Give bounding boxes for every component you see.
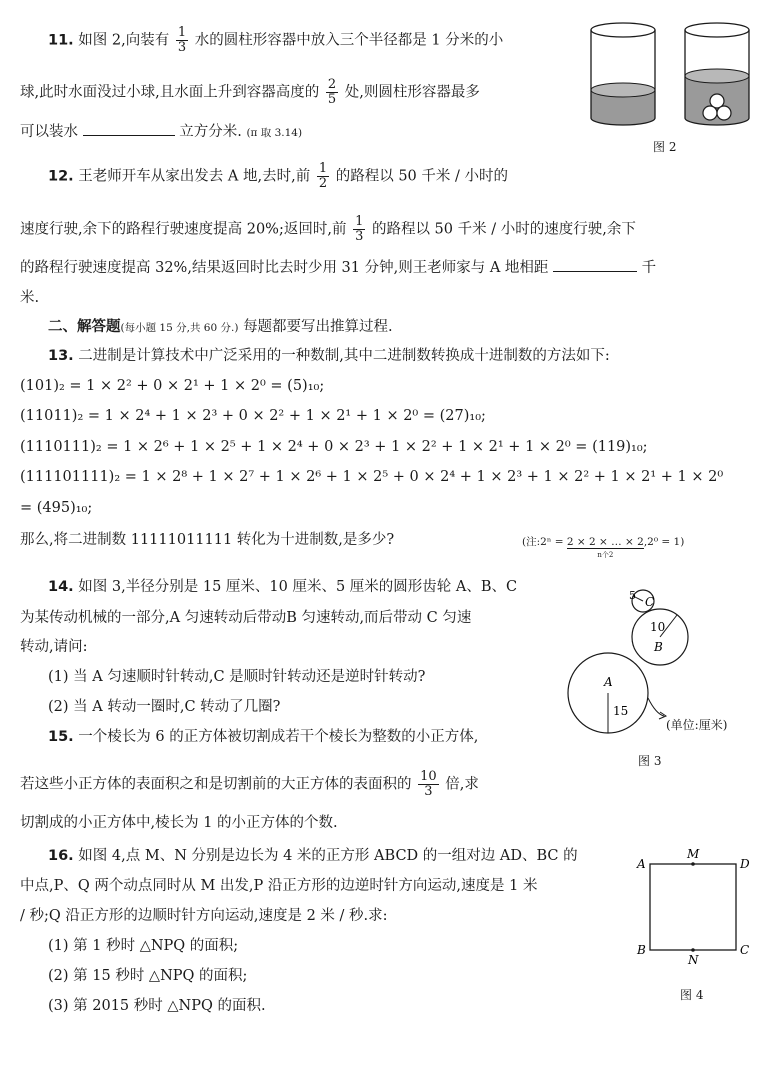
q13-equation-4b: = (495)₁₀;	[20, 500, 93, 516]
q11-fraction-1: $\frac{1}{3}$	[177, 25, 187, 55]
q13-note-product: 2 × 2 × … × 2 n个2	[567, 532, 644, 552]
q11-text-2a: 球,此时水面没过小球,且水面上升到容器高度的	[20, 84, 320, 101]
section-2-note: (每小题 15 分,共 60 分.)	[120, 322, 239, 334]
gear-a-radius: 15	[613, 704, 629, 718]
q12-answer-blank[interactable]	[553, 257, 637, 272]
label-a: A	[637, 857, 646, 871]
q11-pi-note: (π 取 3.14)	[246, 127, 303, 139]
q16-line-2: 中点,P、Q 两个动点同时从 M 出发,P 沿正方形的边逆时针方向运动,速度是 1 米	[20, 878, 538, 894]
cylinder-left	[591, 23, 655, 125]
q12-fraction-2: $\frac{1}{3}$	[355, 214, 364, 244]
q15-text-2b: 倍,求	[445, 776, 479, 793]
section-2-desc: 每题都要写出推算过程.	[243, 319, 393, 335]
label-c: C	[740, 943, 750, 957]
q15-text-2a: 若这些小正方体的表面积之和是切割前的大正方体的表面积的	[20, 776, 412, 793]
figure-3-gears	[560, 582, 760, 742]
point-n	[691, 948, 695, 952]
q13-equation-1: (101)₂ = 1 × 2² + 0 × 2¹ + 1 × 2⁰ = (5)₁₀;	[20, 378, 325, 394]
q11-text-1a: 如图 2,向装有	[78, 32, 170, 49]
q16-part-1: (1) 第 1 秒时 △NPQ 的面积;	[48, 938, 239, 954]
gear-c-label: C	[645, 595, 655, 609]
q13-equation-3: (1110111)₂ = 1 × 2⁶ + 1 × 2⁵ + 1 × 2⁴ + 0 × 2³ + 1 × 2² + 1 × 2¹ + 1 × 2⁰ = (119)₁₀;	[20, 439, 648, 455]
q13-note	[522, 532, 685, 559]
label-n: N	[688, 953, 699, 967]
gear-b	[632, 609, 688, 665]
gear-b-label: B	[654, 640, 663, 654]
q13-number: 13.	[48, 348, 74, 364]
label-b: B	[637, 943, 646, 957]
q13-note-a: (注:2ⁿ =	[522, 536, 564, 548]
q11-text-1b: 水的圆柱形容器中放入三个半径都是 1 分米的小	[194, 32, 504, 49]
q15-text-1: 一个棱长为 6 的正方体被切割成若干个棱长为整数的小正方体,	[78, 729, 479, 745]
figure-2-caption: 图 2	[653, 140, 677, 154]
q16-text-1: 如图 4,点 M、N 分别是边长为 4 米的正方形 ABCD 的一组对边 AD、BC 的	[78, 848, 578, 864]
label-d: D	[740, 857, 750, 871]
q13-question: 那么,将二进制数 11111011111 转化为十进制数,是多少?	[20, 532, 395, 548]
q12-text-3b: 千	[641, 260, 657, 276]
q13-intro-line	[48, 346, 610, 366]
q16-part-2: (2) 第 15 秒时 △NPQ 的面积;	[48, 968, 248, 984]
figure-3-unit: (单位:厘米)	[666, 718, 728, 732]
q13-note-brace-label: n个2	[597, 551, 614, 559]
section-2-heading	[48, 317, 393, 338]
q12-text-2b: 的路程以 50 千米 / 小时的速度行驶,余下	[371, 221, 636, 238]
q14-part-1: (1) 当 A 匀速顺时针转动,C 是顺时针转动还是逆时针转动?	[48, 669, 426, 685]
q14-line-2: 为某传动机械的一部分,A 匀速转动后带动B 匀速转动,而后带动 C 匀速	[20, 610, 472, 626]
q11-text-2b: 处,则圆柱形容器最多	[344, 84, 480, 101]
q11-number: 11.	[48, 32, 74, 49]
q12-fraction-1: $\frac{1}{2}$	[318, 161, 328, 191]
q13-intro: 二进制是计算技术中广泛采用的一种数制,其中二进制数转换成十进制数的方法如下:	[78, 348, 610, 364]
q14-part-2: (2) 当 A 转动一圈时,C 转动了几圈?	[48, 699, 281, 715]
q15-line-3: 切割成的小正方体中,棱长为 1 的小正方体的个数.	[20, 815, 338, 831]
q12-number: 12.	[48, 168, 74, 185]
figure-2-cylinders	[583, 18, 763, 133]
q16-line-3: / 秒;Q 沿正方形的边顺时针方向运动,速度是 2 米 / 秒.求:	[20, 908, 388, 924]
q11-line-3	[20, 121, 302, 143]
q16-line-1	[48, 846, 578, 866]
cylinder-right	[685, 23, 749, 125]
q11-fraction-2: $\frac{2}{5}$	[327, 77, 337, 107]
gear-b-radius: 10	[650, 620, 666, 634]
q14-number: 14.	[48, 579, 74, 595]
q12-text-1a: 王老师开车从家出发去 A 地,去时,前	[78, 168, 311, 185]
figure-4-square	[632, 846, 756, 970]
section-2-title: 二、解答题	[48, 319, 121, 335]
q16-number: 16.	[48, 848, 74, 864]
q12-text-1b: 的路程以 50 千米 / 小时的	[335, 168, 508, 185]
q14-line-3: 转动,请问:	[20, 639, 88, 655]
q15-number: 15.	[48, 729, 74, 745]
label-m: M	[687, 847, 700, 861]
q13-equation-4: (111101111)₂ = 1 × 2⁸ + 1 × 2⁷ + 1 × 2⁶ + 1 × 2⁵ + 0 × 2⁴ + 1 × 2³ + 1 × 2² + 1 × 2¹ + 1 × 2⁰	[20, 469, 724, 485]
q11-text-3b: 立方分米.	[179, 124, 242, 140]
q12-line-4: 米.	[20, 290, 40, 306]
ball-left	[703, 106, 717, 120]
q12-text-2a: 速度行驶,余下的路程行驶速度提高 20%;返回时,前	[20, 221, 347, 238]
gear-c	[629, 589, 654, 612]
gear-a	[568, 653, 648, 733]
q14-line-1	[48, 577, 517, 597]
figure-4-caption: 图 4	[680, 988, 704, 1002]
q12-line-3	[20, 257, 656, 278]
q13-note-c: ,2⁰ = 1)	[643, 536, 685, 548]
q14-text-1: 如图 3,半径分别是 15 厘米、10 厘米、5 厘米的圆形齿轮 A、B、C	[78, 579, 518, 595]
gear-c-radius: 5	[629, 589, 636, 602]
q12-line-2	[20, 215, 636, 244]
q11-line-2	[20, 78, 480, 107]
q11-line-1	[48, 26, 503, 55]
gear-a-label: A	[604, 675, 613, 689]
q12-line-1	[48, 162, 508, 191]
point-m	[691, 862, 695, 866]
q11-text-3a: 可以装水	[20, 124, 78, 140]
q11-answer-blank[interactable]	[83, 121, 175, 136]
q13-equation-2: (11011)₂ = 1 × 2⁴ + 1 × 2³ + 0 × 2² + 1 × 2¹ + 1 × 2⁰ = (27)₁₀;	[20, 408, 486, 424]
q15-line-1	[48, 727, 478, 747]
square-abcd	[650, 864, 736, 950]
figure-3-caption: 图 3	[638, 754, 662, 768]
ball-right	[717, 106, 731, 120]
q16-part-3: (3) 第 2015 秒时 △NPQ 的面积.	[48, 998, 266, 1014]
q15-line-2	[20, 770, 479, 799]
q15-fraction: $\frac{10}{3}$	[420, 769, 437, 799]
q12-text-3a: 的路程行驶速度提高 32%,结果返回时比去时少用 31 分钟,则王老师家与 A 地相距	[20, 260, 549, 276]
